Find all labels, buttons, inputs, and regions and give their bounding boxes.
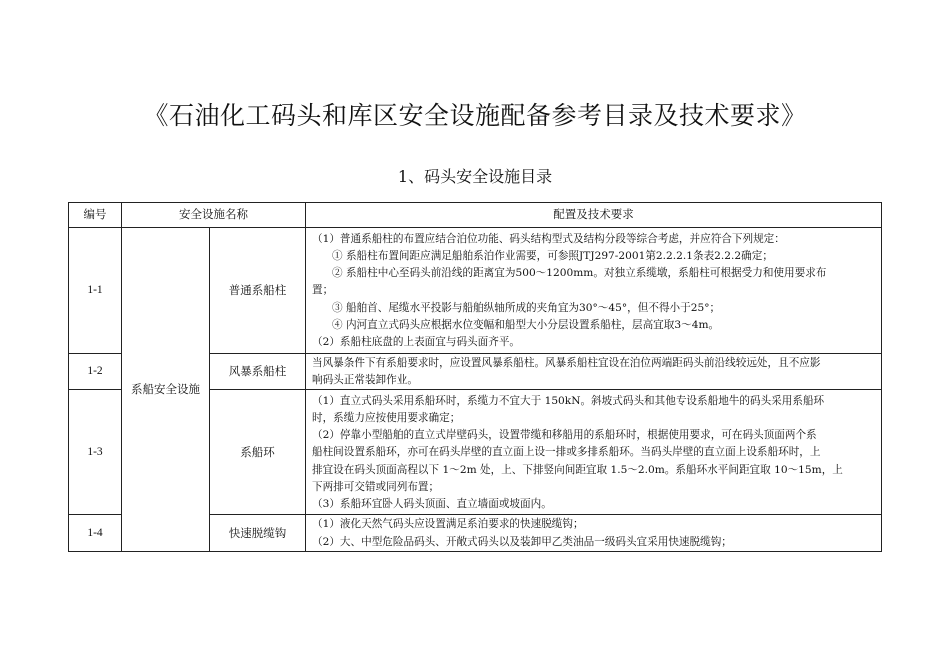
requirement-line: （3）系船环宜卧人码头顶面、直立墙面或坡面内。 xyxy=(312,497,552,510)
header-name: 安全设施名称 xyxy=(122,203,306,228)
table-header-row xyxy=(69,203,882,228)
requirement-line: 当风暴条件下有系船要求时，应设置风暴系船柱。风暴系船柱宜设在泊位两端距码头前沿线较远处，且不应影 xyxy=(312,357,821,369)
safety-facility-table xyxy=(68,202,882,552)
facility-name: 系船环 xyxy=(210,390,306,515)
document-title: 《石油化工码头和库区安全设施配备参考目录及技术要求》 xyxy=(143,101,807,130)
row-id: 1-1 xyxy=(69,228,122,354)
category-cell: 系船安全设施 xyxy=(122,228,210,552)
requirement-line: 置； xyxy=(312,284,334,297)
requirements-cell xyxy=(306,515,882,551)
header-requirements: 配置及技术要求 xyxy=(306,203,882,228)
requirement-line: 响码头正常装卸作业。 xyxy=(312,374,418,387)
facility-name: 风暴系船柱 xyxy=(210,354,306,390)
header-id: 编号 xyxy=(69,203,122,228)
requirements-cell xyxy=(306,354,882,390)
requirement-line: ④ 内河直立式码头应根据水位变幅和船型大小分层设置系船柱，层高宜取3～4m。 xyxy=(332,318,720,331)
requirement-line: 船柱间设置系船环，亦可在码头岸壁的直立面上设一排或多排系船环。当码头岸壁的直立面上设系船环时，上 xyxy=(312,446,821,459)
table-row xyxy=(69,228,882,354)
facility-name: 普通系船柱 xyxy=(210,228,306,354)
requirements-cell xyxy=(306,228,882,354)
requirement-line: （1）普通系船柱的布置应结合泊位功能、码头结构型式及结构分段等综合考虑，并应符合下列规定： xyxy=(312,232,785,245)
row-id: 1-3 xyxy=(69,390,122,515)
requirement-line: 排宜设在码头顶面高程以下 1～2m 处，上、下排竖向间距宜取 1.5～2.0m。系船环水平间距宜取 10～15m，上 xyxy=(312,463,843,476)
requirement-line: ③ 船舶首、尾缆水平投影与船舶纵轴所成的夹角宜为30°～45°，但不得小于25°； xyxy=(332,301,721,314)
requirement-line: （2）大、中型危险品码头、开敞式码头以及装卸甲乙类油品一级码头宜采用快速脱缆钩； xyxy=(312,535,732,548)
section-title: 1、码头安全设施目录 xyxy=(397,167,553,186)
row-id: 1-4 xyxy=(69,515,122,551)
requirement-line: （1）液化天然气码头应设置满足系泊要求的快速脱缆钩； xyxy=(312,518,584,531)
requirement-line: （1）直立式码头采用系船环时，系缆力不宜大于 150kN。斜坡式码头和其他专设系船地牛的码头采用系船环 xyxy=(312,394,825,407)
facility-name: 快速脱缆钩 xyxy=(210,515,306,551)
requirement-line: （2）停靠小型船舶的直立式岸壁码头，设置带缆和移船用的系船环时，根据使用要求，可在码头顶面两个系 xyxy=(312,429,817,442)
requirement-line: 时，系缆力应按使用要求确定； xyxy=(312,411,461,424)
requirement-line: ② 系船柱中心至码头前沿线的距离宜为500～1200mm。对独立系缆墩，系船柱可根据受力和使用要求布 xyxy=(332,267,827,280)
requirement-line: 下两排可交错或同列布置； xyxy=(312,480,440,493)
row-id: 1-2 xyxy=(69,354,122,390)
requirement-line: ① 系船柱布置间距应满足船舶系泊作业需要，可参照JTJ297-2001第2.2.2.1条表2.2.2确定； xyxy=(332,249,773,262)
requirements-cell xyxy=(306,390,882,515)
requirement-line: （2）系船柱底盘的上表面宜与码头面齐平。 xyxy=(312,336,521,348)
